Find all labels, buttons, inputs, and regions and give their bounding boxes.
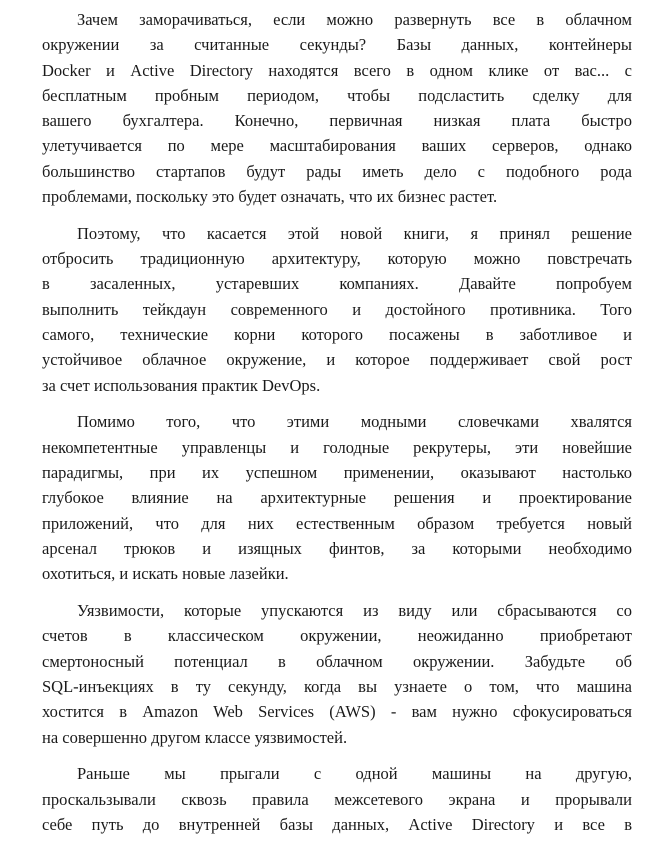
text-line: Поэтому, что касается этой новой книги, я принял решение	[77, 223, 632, 243]
text-line: счетов в классическом окружении, неожиданно приобретают	[42, 626, 632, 646]
paragraph	[42, 7, 632, 209]
text-line: SQL-инъекциях в ту секунду, когда вы узнаете о том, что машина	[42, 676, 632, 696]
text-line: себе путь до внутренней базы данных, Active Directory и все в	[42, 814, 632, 834]
text-line: за счет использования практик DevOps.	[42, 375, 321, 395]
text-line: самого, технические корни которого посажены в заботливое и	[42, 325, 632, 345]
text-line: бесплатным пробным периодом, чтобы подсластить сделку для	[42, 85, 632, 105]
text-line: глубокое влияние на архитектурные решения и проектирование	[42, 488, 632, 508]
text-line: хостится в Amazon Web Services (AWS) - вам нужно сфокусироваться	[42, 702, 632, 722]
text-line: Помимо того, что этими модными словечками хвалятся	[77, 412, 632, 432]
text-line: смертоносный потенциал в облачном окружении. Забудьте об	[42, 651, 632, 671]
text-line: большинство стартапов будут рады иметь дело с подобного рода	[42, 161, 632, 181]
text-line: на совершенно другом классе уязвимостей.	[42, 727, 348, 747]
text-line: окружении за считанные секунды? Базы данных, контейнеры	[42, 35, 632, 55]
text-line: отбросить традиционную архитектуру, которую можно повстречать	[42, 249, 632, 269]
text-line: Docker и Active Directory находятся всего в одном клике от вас... с	[42, 60, 632, 80]
text-line: проблемами, поскольку это будет означать, что их бизнес растет.	[42, 187, 498, 207]
text-line: Уязвимости, которые упускаются из виду или сбрасываются со	[77, 601, 632, 621]
paragraph	[42, 221, 632, 398]
text-line: проскальзывали сквозь правила межсетевого экрана и прорывали	[42, 789, 632, 809]
text-line: улетучивается по мере масштабирования ваших серверов, однако	[42, 136, 632, 156]
text-line: устойчивое облачное окружение, и которое поддерживает свой рост	[42, 350, 632, 370]
text-line: вашего бухгалтера. Конечно, первичная низкая плата быстро	[42, 111, 632, 131]
paragraph	[42, 409, 632, 586]
text-line: парадигмы, при их успешном применении, оказывают настолько	[42, 463, 632, 483]
text-line: некомпетентные управленцы и голодные рекрутеры, эти новейшие	[42, 437, 632, 457]
text-line: в засаленных, устаревших компаниях. Давайте попробуем	[42, 274, 632, 294]
text-line: охотиться, и искать новые лазейки.	[42, 564, 289, 584]
text-line: Раньше мы прыгали с одной машины на другую,	[77, 764, 632, 784]
text-line: арсенал трюков и изящных финтов, за которыми необходимо	[42, 538, 632, 558]
paragraph	[42, 761, 632, 837]
paragraph	[42, 598, 632, 750]
text-line: приложений, что для них естественным образом требуется новый	[42, 513, 632, 533]
text-line: выполнить тейкдаун современного и достойного противника. Того	[42, 299, 632, 319]
text-line: Зачем заморачиваться, если можно развернуть все в облачном	[77, 10, 632, 29]
